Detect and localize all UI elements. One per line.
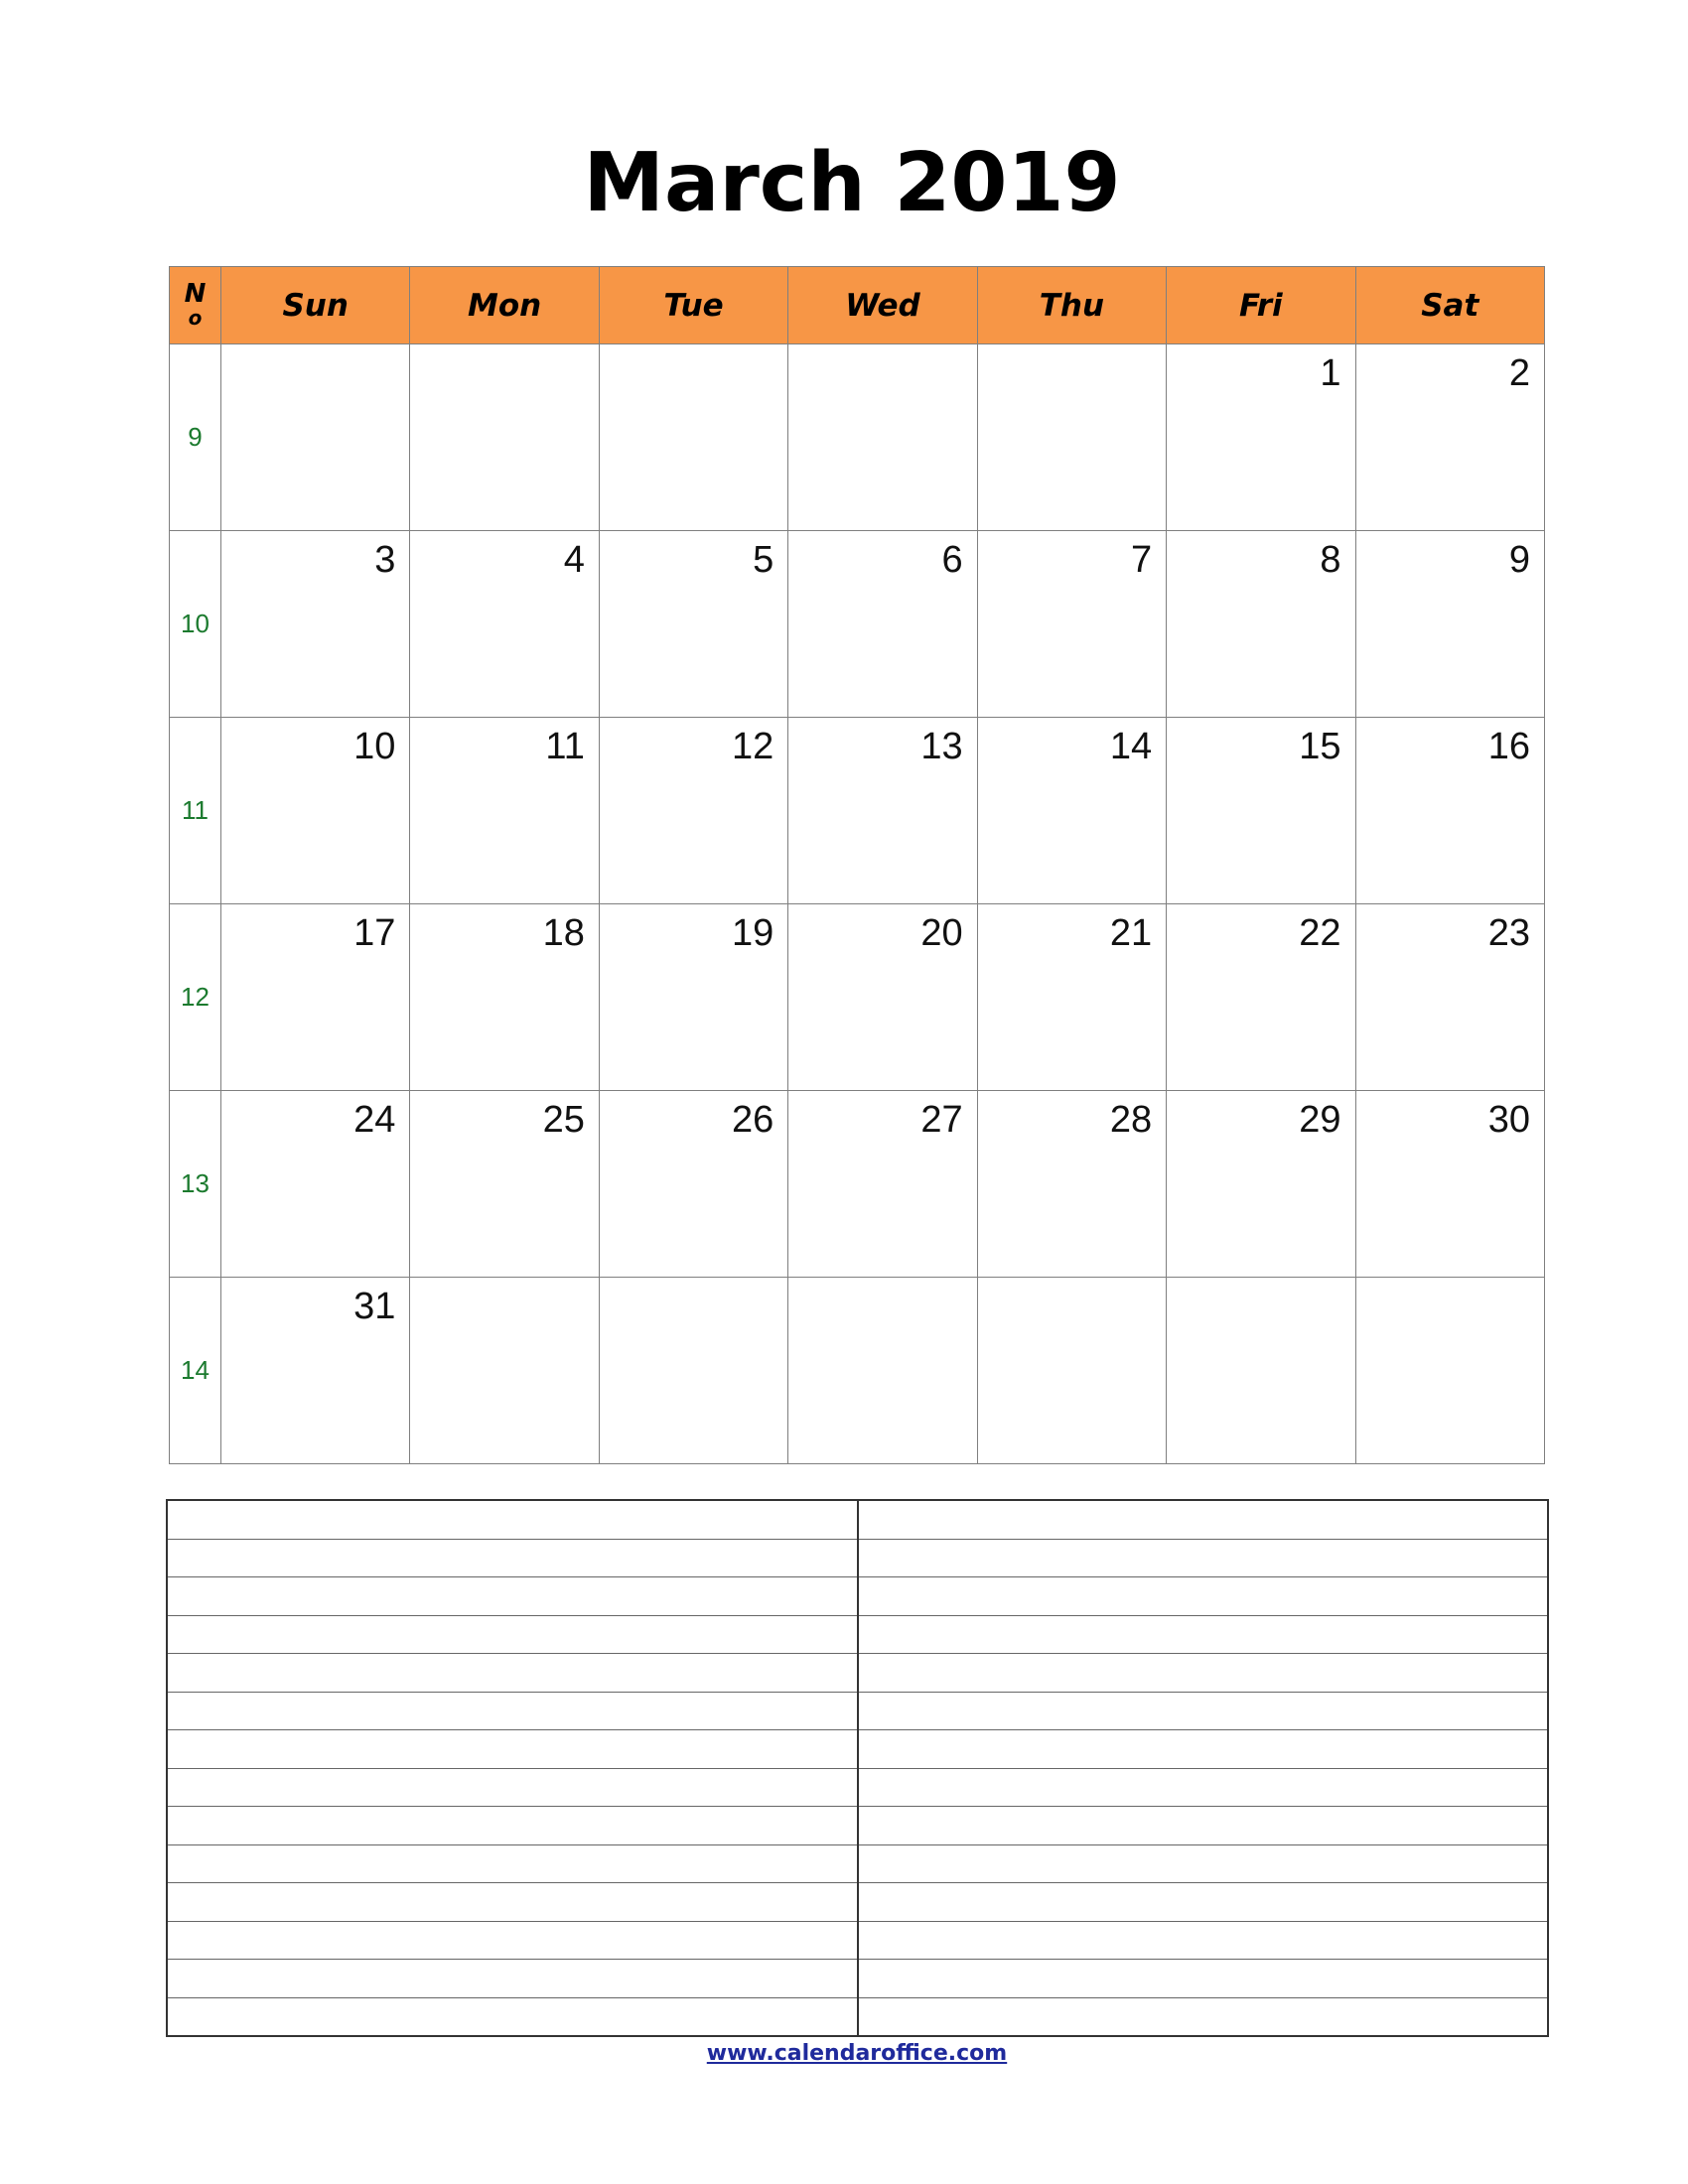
note-line[interactable] xyxy=(859,1807,1548,1845)
week-row xyxy=(170,1091,1545,1278)
note-line[interactable] xyxy=(859,1960,1548,1998)
day-number: 10 xyxy=(353,726,396,767)
day-number: 4 xyxy=(563,539,585,581)
day-cell xyxy=(599,1278,787,1464)
day-cell xyxy=(1167,1278,1355,1464)
note-line[interactable] xyxy=(168,1883,857,1922)
note-line[interactable] xyxy=(859,1693,1548,1731)
day-number: 18 xyxy=(542,912,585,954)
day-number: 15 xyxy=(1299,726,1341,767)
day-cell xyxy=(977,1278,1166,1464)
day-cell xyxy=(221,1278,410,1464)
day-cell xyxy=(410,904,599,1091)
notes-column-right xyxy=(857,1501,1548,2035)
note-line[interactable] xyxy=(168,1769,857,1808)
day-cell xyxy=(1355,344,1544,531)
day-cell xyxy=(410,344,599,531)
note-line[interactable] xyxy=(859,1845,1548,1884)
note-line[interactable] xyxy=(168,1998,857,2036)
note-line[interactable] xyxy=(168,1540,857,1578)
calendar-title: March 2019 xyxy=(583,136,1121,230)
day-number: 25 xyxy=(542,1099,585,1141)
week-number-header-top: N xyxy=(184,278,207,309)
note-line[interactable] xyxy=(859,1883,1548,1922)
week-number: 14 xyxy=(170,1278,221,1464)
note-line[interactable] xyxy=(859,1577,1548,1616)
day-cell xyxy=(788,531,977,718)
day-cell xyxy=(977,1091,1166,1278)
weekday-header-sun: Sun xyxy=(221,267,410,344)
day-number: 20 xyxy=(920,912,963,954)
day-number: 8 xyxy=(1320,539,1341,581)
day-number: 17 xyxy=(353,912,396,954)
day-cell xyxy=(1355,1278,1544,1464)
week-number: 13 xyxy=(170,1091,221,1278)
week-row xyxy=(170,344,1545,531)
day-number: 5 xyxy=(753,539,774,581)
day-number: 2 xyxy=(1508,352,1530,394)
day-cell xyxy=(221,1091,410,1278)
notes-column-left xyxy=(168,1501,857,2035)
day-number: 28 xyxy=(1109,1099,1153,1141)
day-cell xyxy=(410,718,599,904)
day-number: 19 xyxy=(731,912,774,954)
day-number: 7 xyxy=(1130,539,1153,581)
day-number: 13 xyxy=(920,726,963,767)
week-row xyxy=(170,718,1545,904)
day-number: 22 xyxy=(1299,912,1341,954)
day-number: 31 xyxy=(353,1286,396,1327)
day-number: 6 xyxy=(941,539,963,581)
day-cell xyxy=(788,718,977,904)
website-link[interactable]: www.calendaroffice.com xyxy=(706,2041,1008,2066)
day-cell xyxy=(788,1278,977,1464)
note-line[interactable] xyxy=(168,1960,857,1998)
weekday-header-fri: Fri xyxy=(1167,267,1355,344)
day-cell xyxy=(788,1091,977,1278)
day-number: 21 xyxy=(1109,912,1153,954)
day-number: 29 xyxy=(1299,1099,1341,1141)
day-number: 3 xyxy=(374,539,396,581)
day-cell xyxy=(1355,531,1544,718)
day-cell xyxy=(221,344,410,531)
note-line[interactable] xyxy=(168,1730,857,1769)
day-cell xyxy=(1167,531,1355,718)
day-cell xyxy=(1167,1091,1355,1278)
weekday-header-mon: Mon xyxy=(410,267,599,344)
day-number: 24 xyxy=(353,1099,396,1141)
day-cell xyxy=(221,531,410,718)
day-number: 9 xyxy=(1508,539,1530,581)
day-number: 14 xyxy=(1109,726,1153,767)
day-cell xyxy=(788,344,977,531)
weekday-header-sat: Sat xyxy=(1355,267,1544,344)
week-row xyxy=(170,531,1545,718)
day-number: 23 xyxy=(1487,912,1530,954)
day-number: 11 xyxy=(545,726,585,767)
day-cell xyxy=(599,904,787,1091)
note-line[interactable] xyxy=(859,1540,1548,1578)
day-cell xyxy=(221,718,410,904)
day-cell xyxy=(1167,904,1355,1091)
note-line[interactable] xyxy=(859,1616,1548,1655)
weekday-header-row xyxy=(170,267,1545,344)
day-cell xyxy=(977,531,1166,718)
day-cell xyxy=(977,344,1166,531)
day-number: 16 xyxy=(1487,726,1530,767)
note-line[interactable] xyxy=(168,1922,857,1961)
note-line[interactable] xyxy=(859,1922,1548,1961)
day-cell xyxy=(1167,718,1355,904)
day-cell xyxy=(788,904,977,1091)
day-cell xyxy=(1167,344,1355,531)
day-cell xyxy=(410,531,599,718)
day-number: 1 xyxy=(1320,352,1341,394)
note-line[interactable] xyxy=(168,1845,857,1884)
week-number-header xyxy=(170,267,221,344)
day-cell xyxy=(410,1278,599,1464)
day-number: 30 xyxy=(1487,1099,1530,1141)
day-cell xyxy=(599,718,787,904)
week-row xyxy=(170,1278,1545,1464)
note-line[interactable] xyxy=(168,1616,857,1655)
day-cell xyxy=(977,904,1166,1091)
month-calendar-grid xyxy=(169,266,1545,1464)
day-cell xyxy=(599,344,787,531)
week-number: 10 xyxy=(170,531,221,718)
weekday-header-wed: Wed xyxy=(788,267,977,344)
note-line[interactable] xyxy=(859,1998,1548,2036)
note-line[interactable] xyxy=(168,1654,857,1693)
week-row xyxy=(170,904,1545,1091)
note-line[interactable] xyxy=(859,1769,1548,1808)
day-cell xyxy=(410,1091,599,1278)
week-number: 11 xyxy=(170,718,221,904)
day-cell xyxy=(1355,904,1544,1091)
note-line[interactable] xyxy=(859,1654,1548,1693)
week-number: 12 xyxy=(170,904,221,1091)
day-cell xyxy=(1355,1091,1544,1278)
day-cell xyxy=(1355,718,1544,904)
notes-area xyxy=(166,1499,1549,2037)
day-cell xyxy=(599,531,787,718)
day-cell xyxy=(221,904,410,1091)
day-number: 12 xyxy=(731,726,774,767)
weekday-header-tue: Tue xyxy=(599,267,787,344)
note-line[interactable] xyxy=(859,1730,1548,1769)
week-number-header-bottom: o xyxy=(188,305,203,330)
weekday-header-thu: Thu xyxy=(977,267,1166,344)
day-number: 27 xyxy=(920,1099,963,1141)
note-line[interactable] xyxy=(168,1577,857,1616)
day-number: 26 xyxy=(731,1099,774,1141)
note-line[interactable] xyxy=(859,1501,1548,1540)
note-line[interactable] xyxy=(168,1501,857,1540)
note-line[interactable] xyxy=(168,1693,857,1731)
week-number: 9 xyxy=(170,344,221,531)
day-cell xyxy=(977,718,1166,904)
day-cell xyxy=(599,1091,787,1278)
note-line[interactable] xyxy=(168,1807,857,1845)
